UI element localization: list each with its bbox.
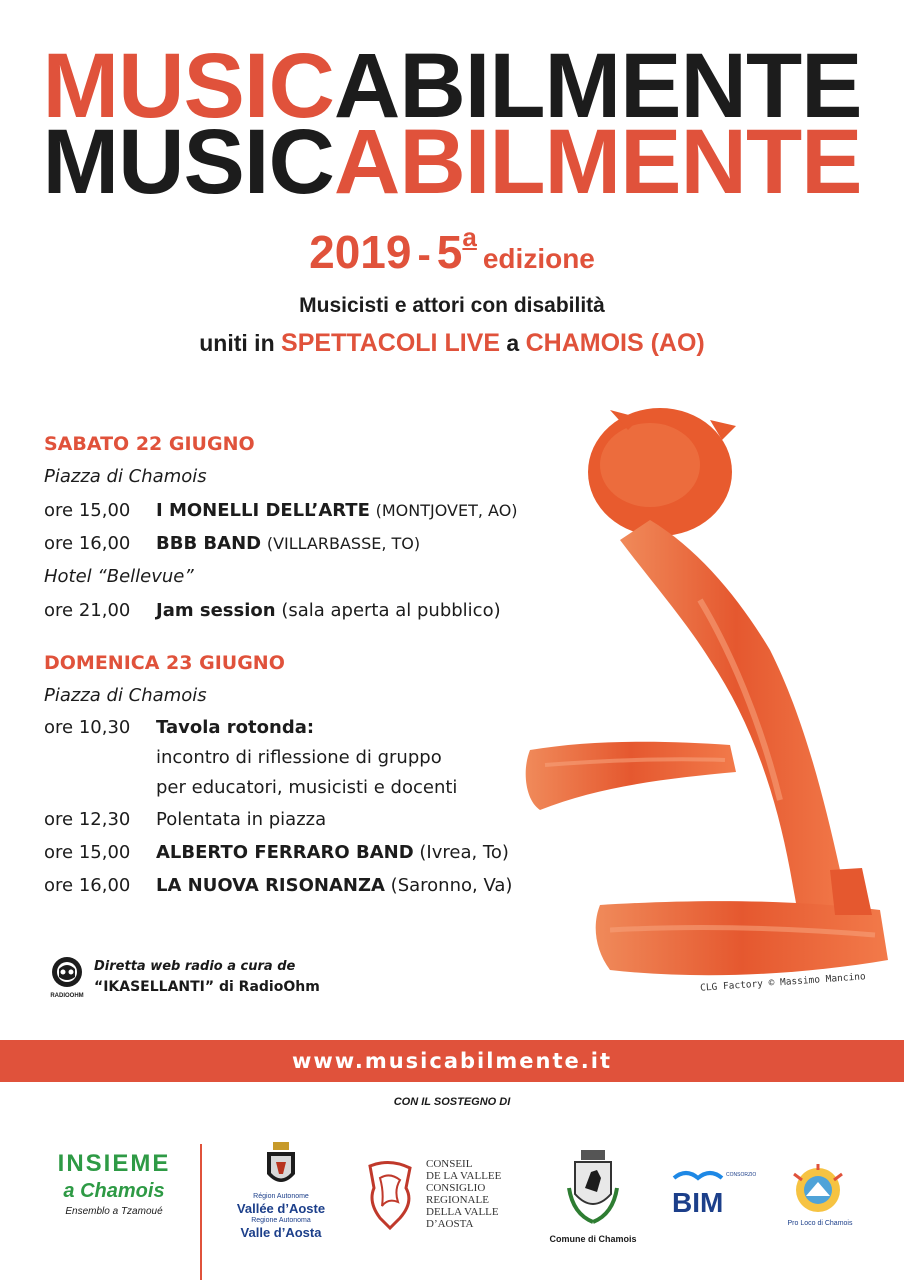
radio-line-2: “IKASELLANTI” di RadioOhm bbox=[94, 979, 320, 995]
event-row bbox=[44, 527, 564, 560]
radioohm-logo-text: RADIOOHM bbox=[50, 993, 84, 999]
website-link[interactable]: www.musicabilmente.it bbox=[292, 1049, 612, 1073]
event-detail: (sala aperta al pubblico) bbox=[281, 600, 501, 621]
event-time: ore 15,00 bbox=[44, 842, 131, 863]
day-1-venue-1: Piazza di Chamois bbox=[44, 466, 207, 487]
event-row bbox=[44, 494, 564, 527]
edition-label: edizione bbox=[482, 243, 595, 274]
insieme-line-3: Ensemblo a Tzamoué bbox=[65, 1206, 163, 1217]
event-time: ore 12,30 bbox=[44, 809, 131, 830]
vda-small-2: Regione Autonoma bbox=[251, 1217, 311, 1224]
event-row bbox=[44, 869, 564, 902]
lion-emblem-icon bbox=[360, 1158, 420, 1230]
edition-dash: - bbox=[417, 233, 431, 277]
event-row bbox=[44, 836, 564, 869]
event-name: ALBERTO FERRARO BAND bbox=[156, 842, 414, 863]
proloco-label: Pro Loco di Chamois bbox=[787, 1220, 853, 1227]
vda-crest-icon bbox=[263, 1140, 299, 1192]
event-time: ore 10,30 bbox=[44, 717, 131, 738]
program bbox=[44, 428, 564, 902]
comune-label: Comune di Chamois bbox=[549, 1234, 637, 1244]
title-line-2 bbox=[0, 111, 904, 213]
event-name: I MONELLI DELL’ARTE bbox=[156, 500, 370, 521]
event-row bbox=[44, 713, 564, 743]
event-row bbox=[44, 594, 564, 627]
title-music-red: MUSIC bbox=[42, 35, 334, 137]
subtitle-mid: a bbox=[506, 330, 520, 356]
round-table-line-2: incontro di riflessione di gruppo bbox=[156, 747, 442, 768]
subtitle-chamois: CHAMOIS (AO) bbox=[525, 329, 705, 357]
edition-heading bbox=[0, 222, 904, 279]
radio-info bbox=[94, 957, 320, 997]
event-detail: (Saronno, Va) bbox=[390, 875, 513, 896]
proloco-sun-icon bbox=[780, 1162, 860, 1218]
website-band bbox=[0, 1040, 904, 1082]
bim-text: BIM bbox=[672, 1187, 724, 1218]
day-1-venue-2: Hotel “Bellevue” bbox=[44, 566, 194, 587]
event-name: LA NUOVA RISONANZA bbox=[156, 875, 385, 896]
event-detail: (MONTJOVET, AO) bbox=[375, 501, 518, 520]
conseil-text: CONSEIL DE LA VALLEE CONSIGLIO REGIONALE DELLA VALLE D’AOSTA bbox=[426, 1158, 502, 1230]
subtitle bbox=[0, 290, 904, 360]
radioohm-logo-icon bbox=[48, 955, 86, 999]
vda-big-1: Vallée d’Aoste bbox=[236, 1201, 326, 1216]
day-2-date: DOMENICA 23 GIUGNO bbox=[44, 652, 285, 674]
title-abilmente-black: ABILMENTE bbox=[333, 35, 862, 137]
event-name: BBB BAND bbox=[156, 533, 262, 554]
radio-line-1: Diretta web radio a cura de bbox=[94, 959, 296, 974]
edition-number: 5 bbox=[436, 226, 463, 278]
day-1-date: SABATO 22 GIUGNO bbox=[44, 433, 255, 455]
event-row bbox=[44, 803, 564, 836]
support-label: CON IL SOSTEGNO DI bbox=[393, 1096, 511, 1108]
event-time: ore 15,00 bbox=[44, 500, 131, 521]
regione-vda-logo bbox=[236, 1140, 326, 1240]
sponsor-divider bbox=[200, 1144, 202, 1280]
chamois-crest-icon bbox=[563, 1148, 623, 1228]
insieme-line-2: a Chamois bbox=[63, 1180, 165, 1202]
event-name: Tavola rotonda: bbox=[156, 717, 315, 738]
event-time: ore 21,00 bbox=[44, 600, 131, 621]
vda-small-1: Région Autonome bbox=[253, 1193, 309, 1200]
comune-chamois-logo bbox=[548, 1148, 638, 1244]
edition-year: 2019 bbox=[309, 226, 412, 278]
edition-ordinal: a bbox=[462, 222, 477, 252]
insieme-line-1: INSIEME bbox=[57, 1150, 171, 1177]
event-detail: (Ivrea, To) bbox=[419, 842, 509, 863]
round-table-line-3: per educatori, musicisti e docenti bbox=[156, 777, 458, 798]
event-time: ore 16,00 bbox=[44, 875, 131, 896]
subtitle-line-1: Musicisti e attori con disabilità bbox=[299, 294, 605, 317]
title-music-black: MUSIC bbox=[42, 111, 334, 213]
bim-small-text: CONSORZIO bbox=[726, 1172, 757, 1178]
event-time: ore 16,00 bbox=[44, 533, 131, 554]
subtitle-spettacoli: SPETTACOLI LIVE bbox=[281, 329, 501, 357]
title-abilmente-red: ABILMENTE bbox=[333, 111, 862, 213]
day-2-venue: Piazza di Chamois bbox=[44, 685, 207, 706]
insieme-chamois-logo bbox=[44, 1150, 184, 1220]
event-name: Jam session bbox=[156, 600, 276, 621]
bim-logo-icon bbox=[666, 1164, 757, 1220]
subtitle-line-2 bbox=[0, 326, 904, 360]
vda-big-2: Valle d’Aosta bbox=[240, 1225, 322, 1240]
subtitle-pre: uniti in bbox=[199, 330, 275, 356]
artwork-credit: CLG Factory © Massimo Mancino bbox=[699, 971, 867, 994]
event-detail: Polentata in piazza bbox=[156, 809, 327, 830]
proloco-logo bbox=[780, 1162, 860, 1227]
event-detail: (VILLARBASSE, TO) bbox=[266, 534, 421, 553]
